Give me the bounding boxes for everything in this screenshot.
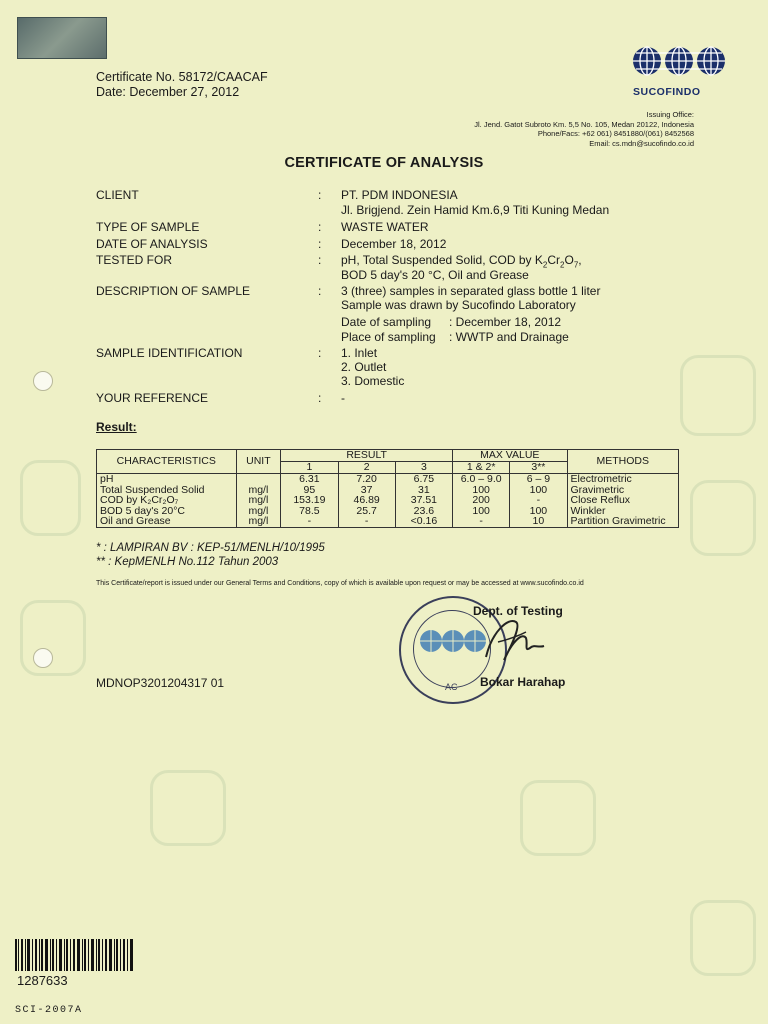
cell-result-2: 46.89 [338,495,395,506]
certificate-header [96,70,268,100]
col-result-3: 3 [395,462,452,474]
sample-type-label: TYPE OF SAMPLE [96,220,200,234]
punch-hole [33,371,53,391]
reference-label: YOUR REFERENCE [96,391,209,405]
cell-result-1: 95 [281,485,338,496]
issuing-office [474,110,694,148]
tested-for-label: TESTED FOR [96,253,173,267]
footnotes [96,541,325,569]
signature-icon [478,612,548,667]
cell-result-1: 153.19 [281,495,338,506]
seal-text: AC [445,682,458,692]
signatory-name: Bokar Harahap [480,675,566,689]
cell-method: Winkler [567,506,678,517]
cell-result-2: 25.7 [338,506,395,517]
cell-method: Electrometric [567,474,678,485]
tested-for-text: Cr [547,253,561,267]
cell-result-2: - [338,516,395,527]
colon: : [318,391,322,405]
watermark [520,780,596,856]
barcode-icon [15,939,133,971]
cell-result-3: 23.6 [395,506,452,517]
colon: : [318,346,322,360]
col-unit: UNIT [236,450,281,474]
watermark [20,600,86,676]
col-result-1: 1 [281,462,338,474]
footnote-2: ** : KepMENLH No.112 Tahun 2003 [96,556,279,568]
client-name: PT. PDM INDONESIA [341,188,458,202]
tested-for-text: O [564,253,574,267]
cell-max-1: - [453,516,510,527]
sample-type-value: WASTE WATER [341,220,429,234]
cell-method: Partition Gravimetric [567,516,678,527]
document-title: CERTIFICATE OF ANALYSIS [284,155,484,171]
watermark [690,480,756,556]
sample-id-3: 3. Domestic [341,374,405,388]
sampling-place-label: Place of sampling [341,330,436,344]
cell-max-2: 10 [510,516,567,527]
cell-characteristic: Oil and Grease [97,516,237,527]
cell-max-2: - [510,495,567,506]
cell-max-1: 100 [453,506,510,517]
cell-unit: mg/l [236,485,281,496]
terms-notice: This Certificate/report is issued under our General Terms and Conditions, copy of which is available upon request or may be accessed at www.sucofindo.co.id [96,580,584,587]
table-row [97,495,679,506]
sampling-place-value: : WWTP and Drainage [449,330,569,344]
cell-characteristic: BOD 5 day's 20°C [97,506,237,517]
punch-hole [33,648,53,668]
cell-max-1: 200 [453,495,510,506]
result-heading: Result: [96,420,137,434]
cell-result-2: 37 [338,485,395,496]
table-row [97,516,679,527]
col-result-2: 2 [338,462,395,474]
cell-method: Close Reflux [567,495,678,506]
colon: : [318,237,322,251]
cell-result-3: 31 [395,485,452,496]
issuing-office-address: Jl. Jend. Gatot Subroto Km. 5,5 No. 105, Medan 20122, Indonesia [474,119,694,129]
results-table [96,449,679,528]
sample-id-2: 2. Outlet [341,360,387,374]
description-label: DESCRIPTION OF SAMPLE [96,284,251,298]
signatory-department: Dept. of Testing [473,604,563,618]
cell-characteristic: Total Suspended Solid [97,485,237,496]
cell-result-3: 37.51 [395,495,452,506]
cell-characteristic: COD by K₂Cr₂O₇ [97,495,237,506]
colon: : [318,284,322,298]
description-line-1: 3 (three) samples in separated glass bottle 1 liter [341,284,601,298]
tested-for-text: pH, Total Suspended Solid, COD by K [341,253,543,267]
cell-method: Gravimetric [567,485,678,496]
cell-result-3: 6.75 [395,474,452,485]
tested-for-value-2: BOD 5 day's 20 °C, Oil and Grease [341,268,529,282]
table-row [97,474,679,485]
reference-value: - [341,391,345,405]
col-max-1: 1 & 2* [453,462,510,474]
sampling-date-value: : December 18, 2012 [449,315,562,329]
cell-unit: mg/l [236,506,281,517]
cell-characteristic: pH [97,474,237,485]
cell-max-1: 6.0 – 9.0 [453,474,510,485]
issuing-office-label: Issuing Office: [646,110,694,119]
sampling-date-label: Date of sampling [341,315,432,329]
sample-id-1: 1. Inlet [341,346,378,360]
cell-unit: mg/l [236,516,281,527]
barcode-number: 1287633 [17,973,68,988]
cell-max-2: 100 [510,485,567,496]
cell-max-1: 100 [453,485,510,496]
client-address: Jl. Brigjend. Zein Hamid Km.6,9 Titi Kuning Medan [341,203,610,217]
issuing-office-phone: Phone/Facs: +62 061) 8451880/(061) 8452568 [537,129,694,138]
col-characteristics: CHARACTERISTICS [97,450,237,474]
col-result: RESULT [281,450,453,462]
tested-for-value: pH, Total Suspended Solid, COD by $K_2Cr_2O_7$, [341,253,582,270]
col-max-2: 3** [510,462,567,474]
cell-result-2: 7.20 [338,474,395,485]
watermark [20,460,81,536]
certificate-date: Date: December 27, 2012 [96,85,240,99]
watermark [680,355,756,436]
cell-result-3: <0.16 [395,516,452,527]
document-reference-number: MDNOP3201204317 01 [96,676,225,690]
brand-name: SUCOFINDO [633,86,701,98]
cell-result-1: - [281,516,338,527]
description-line-2: Sample was drawn by Sucofindo Laboratory [341,298,576,312]
cell-result-1: 78.5 [281,506,338,517]
issuing-office-email: Email: cs.mdn@sucofindo.co.id [589,138,694,148]
client-label: CLIENT [96,188,139,202]
certificate-number: Certificate No. 58172/CAACAF [96,70,268,84]
cell-unit [236,474,281,485]
watermark [150,770,226,846]
sample-id-label: SAMPLE IDENTIFICATION [96,346,243,360]
analysis-date-value: December 18, 2012 [341,237,447,251]
footnote-1: * : LAMPIRAN BV : KEP-51/MENLH/10/1995 [96,542,325,554]
watermark [690,900,756,976]
cell-unit: mg/l [236,495,281,506]
form-code: SCI-2007A [15,1005,83,1016]
cell-max-2: 6 – 9 [510,474,567,485]
colon: : [318,188,322,202]
seal-logo-icon [419,624,487,658]
security-stamp [17,17,107,59]
cell-max-2: 100 [510,506,567,517]
cell-result-1: 6.31 [281,474,338,485]
col-methods: METHODS [567,450,678,474]
colon: : [318,253,322,267]
colon: : [318,220,322,234]
col-max-value: MAX VALUE [453,450,568,462]
analysis-date-label: DATE OF ANALYSIS [96,237,208,251]
